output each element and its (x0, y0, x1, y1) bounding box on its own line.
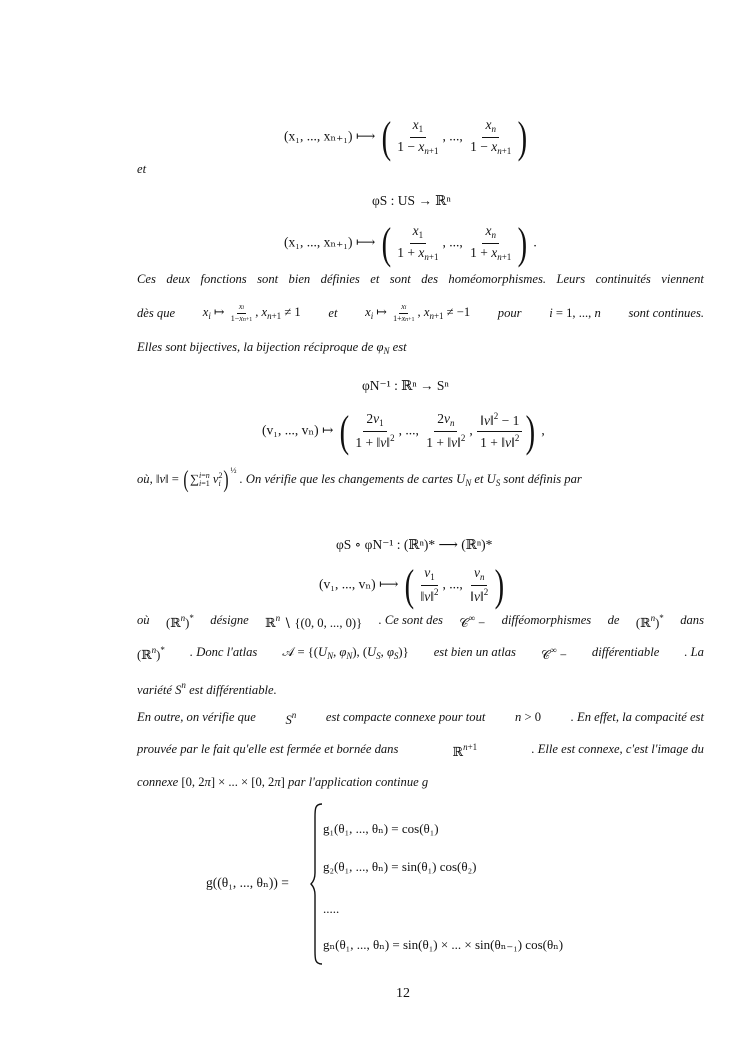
text: . Ce sont des (378, 613, 443, 627)
case-row: g₂(θ₁, ..., θₙ) = sin(θ₁) cos(θ₂) (323, 859, 477, 874)
word: sont (389, 272, 411, 286)
text: est bien un atlas (433, 645, 516, 659)
text: connexe (137, 775, 179, 789)
text: . On vérifie que les changements de cartes (239, 472, 453, 486)
text: variété (137, 683, 172, 697)
equation-lhs: (x₁, ..., xₙ₊₁) ⟼ (284, 128, 376, 144)
paragraph-line: prouvée par le fait qu'elle est fermée et bornée dans ℝ$^{n+1}$ . Elle est connexe, c'est l'image du (137, 742, 704, 759)
paragraph-line: En outre, on vérifie que $S^n$ est compacte connexe pour tout n > 0 . En effet, la compacité est (137, 710, 704, 727)
paragraph-line: (ℝ$^n$)* . Donc l'atlas 𝒜 = {($U_N$, $\varphi_N$), ($U_S$, $\varphi_S$)} est bien un atlas 𝒞∞ − différentiable . La (137, 645, 704, 662)
word: fonctions (200, 272, 247, 286)
equation-lhs: (v₁, ..., vₙ) ⟼ (319, 576, 399, 592)
equation-phi-s-definition: φS : US → ℝⁿ (372, 193, 451, 208)
equation-lhs: (v₁, ..., vₙ) ↦ (262, 422, 334, 438)
text: dans (680, 613, 704, 627)
word: définies (320, 272, 360, 286)
text: est compacte connexe pour tout (325, 710, 486, 724)
text: différentiable (591, 645, 660, 659)
page-number: 12 (396, 986, 410, 1001)
word: et (370, 272, 380, 286)
equation-inverse-map: φN⁻¹ : ℝⁿ → Sⁿ (362, 378, 449, 393)
text: . En effet, la compacité est (570, 710, 704, 724)
equation-inverse-mapping: (v₁, ..., vₙ) ↦ ( $\frac{2v_1}{1 + ‖v‖^2}$ , ..., $\frac{2v_n}{1 + ‖v‖^2}$ , $\frac{‖v‖^2 - 1}{1 + ‖v‖^2}$ ) , (262, 407, 545, 456)
text: . La (684, 645, 704, 659)
word: homéomorphismes. (448, 272, 547, 286)
word: bien (288, 272, 311, 286)
text: où, (137, 472, 153, 486)
cases-lhs: g((θ₁, ..., θₙ)) = (206, 875, 289, 890)
text: par l'application continue (288, 775, 419, 789)
text: sont définis par (503, 472, 582, 486)
paragraph-line: où (ℝ$^n$)* désigne ℝ$^n$ ∖ {(0, 0, ..., 0)} . Ce sont des 𝒞∞ − difféomorphismes de (ℝ$^n$)* dans (137, 613, 704, 630)
text: est (392, 340, 407, 354)
text: où (137, 613, 150, 627)
word: continuités (595, 272, 651, 286)
case-row: gₙ(θ₁, ..., θₙ) = sin(θ₁) × ... × sin(θₙ₋₁) cos(θₙ) (323, 937, 564, 952)
text: . Donc l'atlas (189, 645, 258, 659)
word: deux (166, 272, 191, 286)
text: et (328, 305, 338, 320)
paragraph-line: Elles sont bijectives, la bijection réciproque de $\varphi_N$ est (137, 340, 407, 356)
paragraph-line: connexe [0, 2π] × ... × [0, 2π] par l'application continue g (137, 775, 429, 789)
word: viennent (661, 272, 704, 286)
word: Ces (137, 272, 156, 286)
text: et (474, 472, 484, 486)
case-row: g₁(θ₁, ..., θₙ) = cos(θ₁) (323, 821, 439, 836)
word-et: et (137, 162, 147, 176)
left-brace (310, 803, 324, 965)
text: de (607, 613, 620, 627)
text: . Elle est connexe, c'est l'image du (531, 742, 704, 756)
word: sont (257, 272, 279, 286)
paragraph-line: dès que $x_i$ ↦ $\frac{xi}{1-xn+1}$ , $x_{n+1} \ne 1$ et $x_i$ ↦ $\frac{xi}{1+xn+1}$ , $x_{n+1} \ne -1$ pour i = 1, ..., n sont continues. (137, 302, 704, 323)
text: sont continues. (628, 305, 704, 320)
text: est différentiable. (189, 683, 277, 697)
paragraph-line: variété $S^n$ est différentiable. (137, 680, 277, 697)
equation-phi-s-mapping: (x₁, ..., xₙ₊₁) ⟼ ( $\frac{x_1}{1 + x_{n+1}}$ , ..., $\frac{x_n}{1 + x_{n+1}}$ ) . (284, 219, 537, 268)
text: difféomorphismes (501, 613, 592, 627)
text: dès que (137, 305, 176, 320)
paragraph-line: où, ‖v‖ = (∑i=n i=1 v2 i )$^{\frac{1}{2}}$ . On vérifie que les changements de cartes $U_N$ et $U_S$ sont définis par (137, 466, 582, 493)
word: des (421, 272, 438, 286)
equation-phi-n-mapping: (x₁, ..., xₙ₊₁) ⟼ ( $\frac{x_1}{1 - x_{n+1}}$ , ..., $\frac{x_n}{1 - x_{n+1}}$ ) (284, 113, 528, 162)
word: Leurs (556, 272, 586, 286)
equation-transition-mapping: (v₁, ..., vₙ) ⟼ ( $\frac{v_1}{‖v‖^2}$ , ..., $\frac{v_n}{‖v‖^2}$ ) (319, 561, 505, 610)
text: prouvée par le fait qu'elle est fermée et bornée dans (137, 742, 399, 756)
paragraph-line (137, 272, 704, 287)
equation-transition-map: φS ∘ φN⁻¹ : (ℝⁿ)* ⟶ (ℝⁿ)* (336, 537, 493, 552)
equation-lhs: (x₁, ..., xₙ₊₁) ⟼ (284, 234, 376, 250)
text: pour (497, 305, 522, 320)
text: désigne (210, 613, 249, 627)
text: Elles sont bijectives, la bijection réciproque de (137, 340, 374, 354)
case-row: ..... (323, 901, 340, 916)
text: En outre, on vérifie que (137, 710, 256, 724)
